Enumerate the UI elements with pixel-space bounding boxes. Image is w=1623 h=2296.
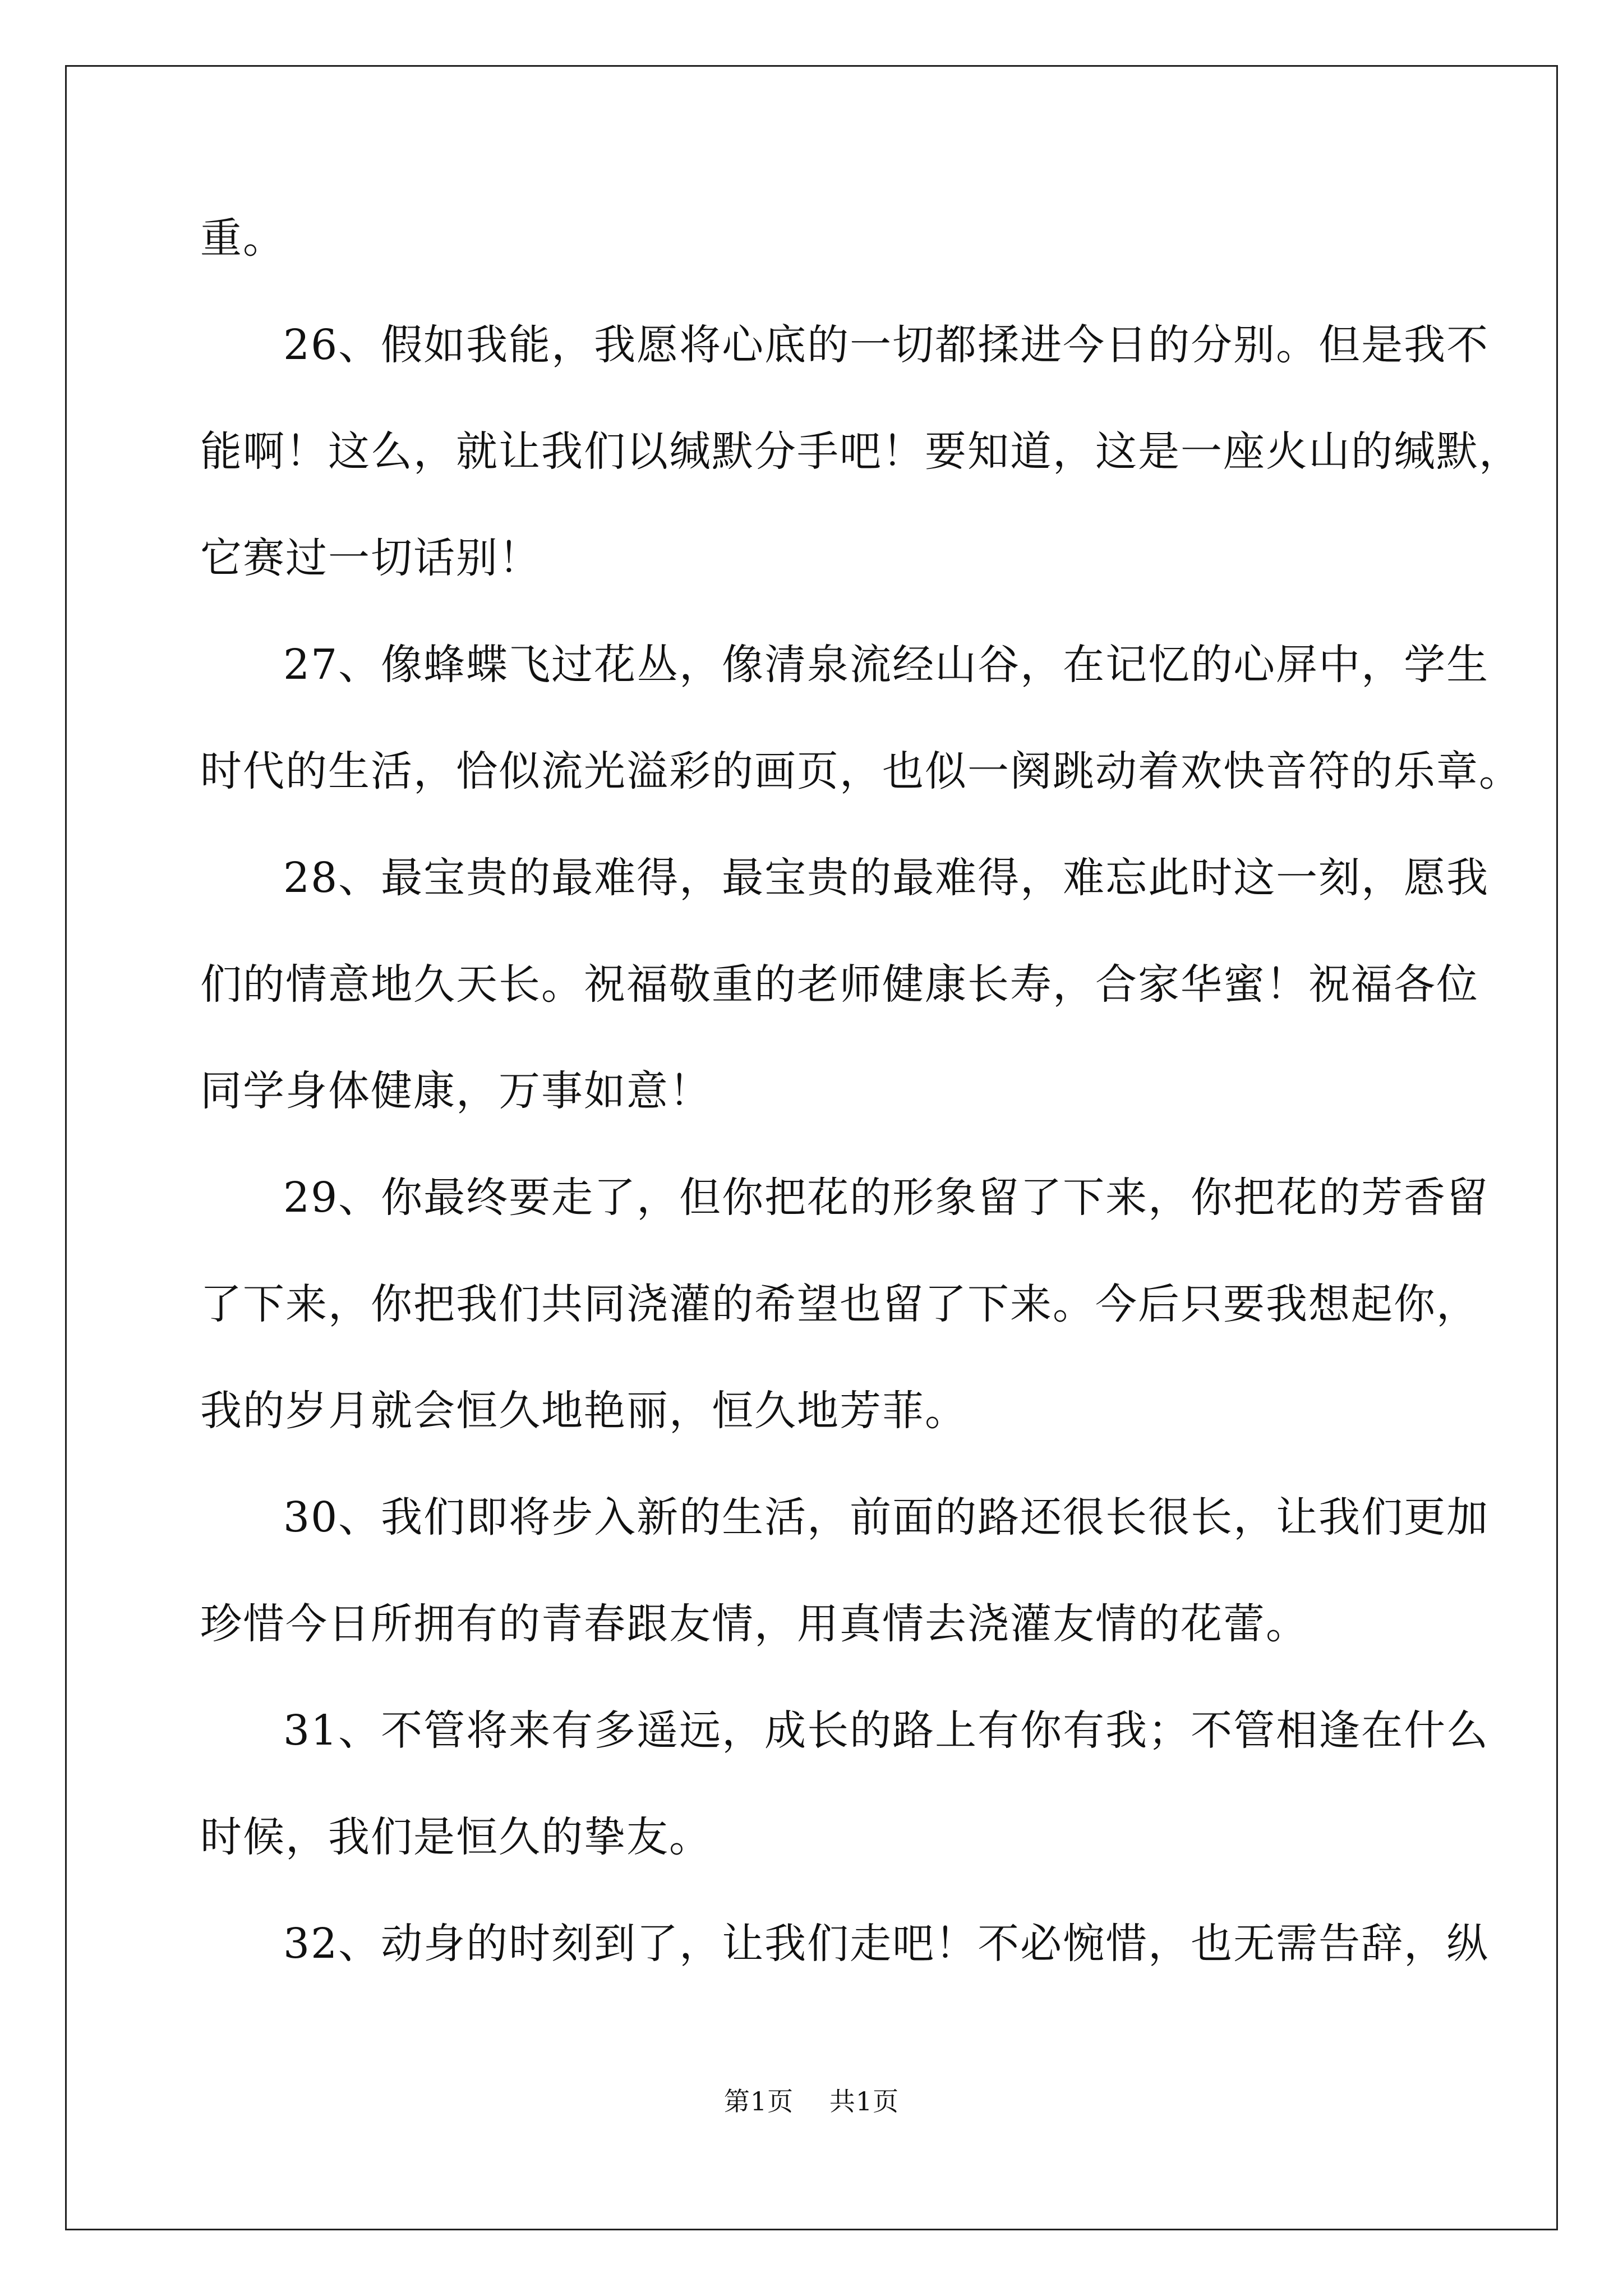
text-line: 我的岁月就会恒久地艳丽，恒久地芳菲。: [200, 1387, 967, 1435]
text-line: 27、像蜂蝶飞过花丛，像清泉流经山谷，在记忆的心屏中，学生: [283, 641, 1490, 689]
text-line: 26、假如我能，我愿将心底的一切都揉进今日的分别。但是我不: [283, 321, 1490, 369]
page-footer: [0, 2081, 1623, 2118]
text-line: 同学身体健康，万事如意！: [200, 1067, 712, 1115]
text-line: 29、你最终要走了，但你把花的形象留了下来，你把花的芳香留: [283, 1174, 1490, 1222]
text-line: 能啊！这么，就让我们以缄默分手吧！要知道，这是一座火山的缄默，: [200, 427, 1521, 476]
text-line: 它赛过一切话别！: [200, 534, 541, 582]
text-line: 32、动身的时刻到了，让我们走吧！不必惋惜，也无需告辞，纵: [283, 1920, 1490, 1968]
text-line: 们的情意地久天长。祝福敬重的老师健康长寿，合家华蜜！祝福各位: [200, 960, 1479, 1009]
text-line: 31、不管将来有多遥远，成长的路上有你有我；不管相逢在什么: [283, 1706, 1490, 1755]
text-line: 珍惜今日所拥有的青春跟友情，用真情去浇灌友情的花蕾。: [200, 1600, 1308, 1648]
text-line: 了下来，你把我们共同浇灌的希望也留了下来。今后只要我想起你，: [200, 1280, 1479, 1328]
text-line: 28、最宝贵的最难得，最宝贵的最难得，难忘此时这一刻，愿我: [283, 854, 1490, 902]
text-line: 时候，我们是恒久的挚友。: [200, 1813, 712, 1861]
page-number: 第1页: [723, 2086, 794, 2116]
text-line: 时代的生活，恰似流光溢彩的画页，也似一阕跳动着欢快音符的乐章。: [200, 747, 1521, 795]
text-line: 重。: [200, 214, 285, 263]
text-line: 30、我们即将步入新的生活，前面的路还很长很长，让我们更加: [283, 1493, 1490, 1542]
page-total: 共1页: [829, 2086, 900, 2116]
document-body: [200, 185, 1521, 1997]
